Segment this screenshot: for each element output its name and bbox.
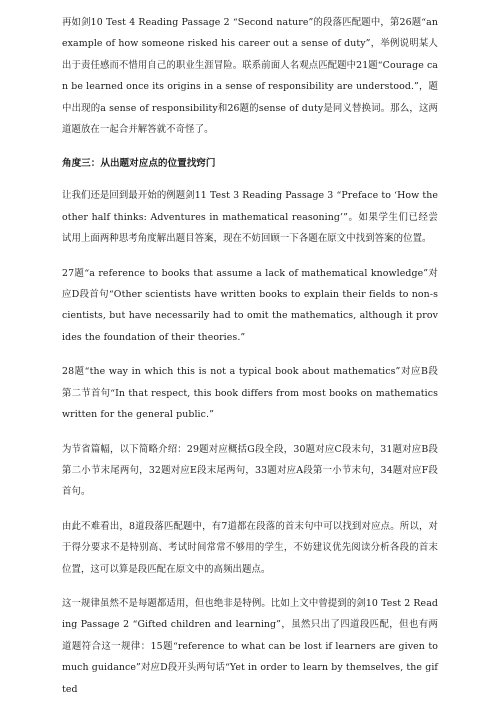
paragraph-conclusion: 由此不难看出，8道段落匹配题中，有7道都在段落的首末句中可以找到对应点。所以，对于得分要求不是特别高、考试时间常常不够用的学生，不妨建议优先阅读分析各段的首末位置，这可以算是段匹配在原文中的高频出题点。 xyxy=(62,520,438,575)
paragraph-gifted-children-example: 这一规律虽然不是每题都适用，但也绝非是特例。比如上文中曾提到的剑10 Test 2 Reading Passage 2 “Gifted children and learning”，虽然只出了四道段匹配，但也有两道题符合这一规律：15题“reference to what can be lost if learners are given to much guidance”对应D段开头两句话“Yet in order to learn by themselves, the gifted xyxy=(62,597,438,695)
paragraph-question-27: 27题“a reference to books that assume a lack of mathematical knowledge”对应D段首句“Other scientists have written books to explain their fields to non-scientists, but have necessarily had to omit the mathematics, although it provides the foundation of their theories.” xyxy=(62,267,438,343)
paragraph-question-28: 28题“the way in which this is not a typical book about mathematics”对应B段第二节首句“In that respect, this book differs from most books on mathematics written for the general public.” xyxy=(62,366,438,421)
paragraph-preface-example: 让我们还是回到最开始的例题剑11 Test 3 Reading Passage 3 “Preface to ‘How the other half thinks: Adventures in mathematical reasoning’”。如果学生们已经尝试用上面两种思考角度解出题目答案，现在不妨回顾一下各题在原文中找到答案的位置。 xyxy=(62,190,438,245)
section-heading-angle-three: 角度三：从出题对应点的位置找窍门 xyxy=(62,158,216,170)
paragraph-second-nature-example: 再如剑10 Test 4 Reading Passage 2 “Second nature”的段落匹配题中，第26题“an example of how someone risked his career out a sense of duty”，举例说明某人出于责任感而不惜用自己的职业生涯冒险。联系前面人名观点匹配题中21题“Courage can be learned once its origins in a sense of responsibility are understood.”，题中出现的a sense of responsibility和26题的sense of duty是同义替换词。那么，这两道题放在一起合并解答就不奇怪了。 xyxy=(62,17,438,136)
paragraph-questions-29-34: 为节省篇幅，以下简略介绍：29题对应概括G段全段，30题对应C段末句，31题对应B段第二小节末尾两句，32题对应E段末尾两句，33题对应A段第一小节末句，34题对应F段首句。 xyxy=(62,443,438,498)
